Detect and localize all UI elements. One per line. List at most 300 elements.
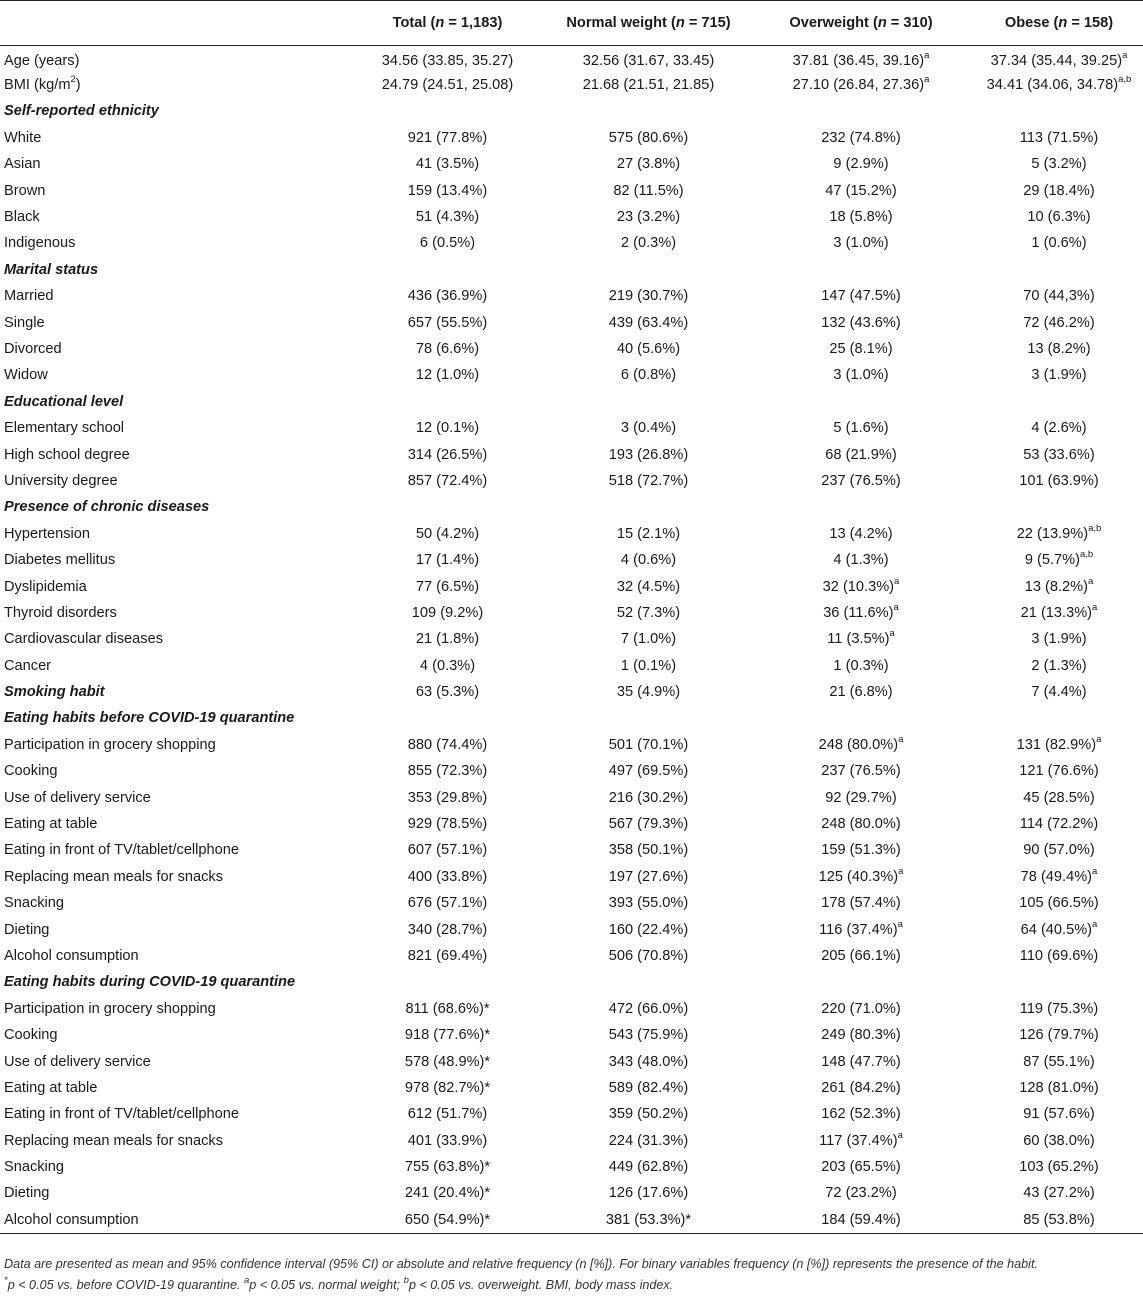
cell-value: 7 (1.0%): [620, 631, 677, 648]
cell-overweight: [747, 864, 975, 890]
cell-normal-weight: [550, 600, 747, 626]
header-variable: [0, 1, 345, 46]
table-row: [0, 283, 1143, 309]
row-label: [0, 890, 345, 916]
cell-value: 68 (21.9%): [825, 446, 897, 463]
cell-value: 78 (6.6%): [415, 340, 480, 357]
cell-overweight: [747, 72, 975, 98]
cell-total: [345, 309, 550, 335]
row-label-suffix: ): [75, 77, 81, 94]
cell-value: 91 (57.6%): [1023, 1106, 1095, 1123]
header-total: Total (n = 1,183): [345, 1, 550, 46]
cell-value: 393 (55.0%): [608, 895, 689, 912]
cell-value: 821 (69.4%): [407, 947, 488, 964]
cell-value: 1 (0.1%): [620, 657, 677, 674]
cell-value: 184 (59.4%): [821, 1211, 901, 1228]
row-label: [0, 1207, 345, 1233]
row-label: [0, 151, 345, 177]
cell-normal-weight: [550, 257, 747, 283]
cell-overweight: [747, 705, 975, 731]
cell-value: 72 (23.2%): [825, 1185, 897, 1202]
row-label-text: Participation in grocery shopping: [4, 736, 216, 753]
significance-mark: a: [893, 602, 899, 614]
section-row: [0, 98, 1143, 124]
cell-value: 497 (69.5%): [608, 763, 689, 780]
cell-value: 676 (57.1%): [407, 895, 488, 912]
cell-obese: [975, 98, 1143, 124]
footnote-star-text: p < 0.05 vs. before COVID-19 quarantine.: [7, 1278, 244, 1292]
row-label-text: Replacing mean meals for snacks: [4, 868, 224, 885]
cell-value: 232 (74.8%): [821, 129, 901, 146]
table-row: [0, 151, 1143, 177]
cell-value: 117 (37.4%): [819, 1132, 898, 1149]
cell-normal-weight: [550, 468, 747, 494]
table-row: [0, 1022, 1143, 1048]
cell-obese: [975, 72, 1143, 98]
cell-value: 589 (82.4%): [608, 1079, 689, 1096]
table-row: [0, 415, 1143, 441]
row-label: [0, 652, 345, 678]
cell-value: 25 (8.1%): [829, 340, 893, 357]
cell-normal-weight: [550, 125, 747, 151]
table-row: [0, 652, 1143, 678]
cell-value: 9 (2.9%): [833, 156, 889, 173]
cell-value: 126 (79.7%): [1019, 1027, 1099, 1044]
row-label-text: Dieting: [4, 1185, 50, 1202]
cell-total: [345, 890, 550, 916]
row-label: [0, 1022, 345, 1048]
cell-value: 657 (55.5%): [407, 314, 488, 331]
cell-value: 12 (0.1%): [415, 420, 480, 437]
cell-obese: [975, 916, 1143, 942]
cell-value: 650 (54.9%)*: [404, 1211, 491, 1228]
cell-normal-weight: [550, 652, 747, 678]
cell-value: 353 (29.8%): [407, 789, 488, 806]
cell-total: [345, 1022, 550, 1048]
row-label: [0, 916, 345, 942]
table-row: [0, 626, 1143, 652]
significance-mark: a: [897, 918, 903, 930]
cell-obese: [975, 1128, 1143, 1154]
row-label-text: Brown: [4, 182, 46, 199]
row-label: [0, 573, 345, 599]
significance-mark: a: [1092, 602, 1098, 614]
cell-obese: [975, 1075, 1143, 1101]
cell-obese: [975, 389, 1143, 415]
cell-total: [345, 837, 550, 863]
cell-obese: [975, 890, 1143, 916]
cell-normal-weight: [550, 441, 747, 467]
row-label-text: High school degree: [4, 446, 130, 463]
row-label: [0, 996, 345, 1022]
cell-overweight: [747, 415, 975, 441]
cell-value: 131 (82.9%): [1016, 736, 1097, 753]
table-footnote: [4, 1254, 1140, 1296]
row-label: [0, 415, 345, 441]
cell-obese: [975, 441, 1143, 467]
significance-mark: a: [894, 575, 900, 587]
cell-normal-weight: [550, 943, 747, 969]
cell-overweight: [747, 283, 975, 309]
cell-normal-weight: [550, 732, 747, 758]
row-label-text: Use of delivery service: [4, 1053, 151, 1070]
cell-value: 6 (0.8%): [620, 367, 677, 384]
row-label-text: University degree: [4, 472, 118, 489]
cell-normal-weight: [550, 494, 747, 520]
cell-normal-weight: [550, 837, 747, 863]
cell-total: [345, 1128, 550, 1154]
cell-value: 60 (38.0%): [1023, 1132, 1095, 1149]
cell-overweight: [747, 811, 975, 837]
cell-value: 32 (10.3%): [822, 578, 895, 595]
cell-value: 607 (57.1%): [407, 842, 488, 859]
cell-normal-weight: [550, 811, 747, 837]
cell-value: 241 (20.4%)*: [404, 1185, 491, 1202]
cell-value: 472 (66.0%): [608, 1000, 689, 1017]
cell-value: 3 (1.0%): [833, 367, 889, 384]
cell-normal-weight: [550, 547, 747, 573]
cell-value: 34.56 (33.85, 35.27): [381, 52, 514, 69]
row-label-text: Married: [4, 288, 54, 305]
cell-normal-weight: [550, 758, 747, 784]
cell-obese: [975, 468, 1143, 494]
row-label-text: Marital status: [4, 261, 99, 278]
footnote-star-mark: *: [4, 1274, 8, 1286]
cell-value: 90 (57.0%): [1023, 842, 1095, 859]
cell-value: 13 (8.2%): [1024, 578, 1088, 595]
cell-overweight: [747, 969, 975, 995]
cell-value: 113 (71.5%): [1019, 129, 1099, 146]
cell-obese: [975, 204, 1143, 230]
cell-value: 132 (43.6%): [821, 314, 901, 331]
cell-value: 2 (1.3%): [1031, 657, 1087, 674]
table-row: [0, 1048, 1143, 1074]
cell-total: [345, 494, 550, 520]
cell-overweight: [747, 1180, 975, 1206]
cell-value: 755 (63.8%)*: [404, 1159, 491, 1176]
cell-overweight: [747, 679, 975, 705]
significance-mark: a: [898, 733, 904, 745]
table-row: [0, 1128, 1143, 1154]
cell-overweight: [747, 204, 975, 230]
cell-value: 178 (57.4%): [821, 895, 901, 912]
table-row: [0, 943, 1143, 969]
row-label: [0, 283, 345, 309]
cell-value: 248 (80.0%): [818, 736, 899, 753]
cell-value: 3 (1.9%): [1031, 631, 1087, 648]
cell-value: 249 (80.3%): [821, 1027, 901, 1044]
cell-obese: [975, 362, 1143, 388]
table-row: [0, 468, 1143, 494]
cell-obese: [975, 732, 1143, 758]
table-row: [0, 1180, 1143, 1206]
table-row: [0, 441, 1143, 467]
cell-value: 103 (65.2%): [1019, 1159, 1099, 1176]
cell-total: [345, 811, 550, 837]
table-row: [0, 784, 1143, 810]
cell-value: 13 (8.2%): [1027, 340, 1091, 357]
cell-total: [345, 864, 550, 890]
row-label-text: Age (years): [4, 52, 80, 69]
cell-value: 575 (80.6%): [608, 129, 689, 146]
section-row: [0, 679, 1143, 705]
row-label-text: White: [4, 129, 42, 146]
row-label-text: Cooking: [4, 763, 58, 780]
cell-value: 9 (5.7%): [1024, 552, 1080, 569]
cell-obese: [975, 336, 1143, 362]
cell-obese: [975, 679, 1143, 705]
cell-overweight: [747, 125, 975, 151]
table-row: [0, 309, 1143, 335]
cell-overweight: [747, 1128, 975, 1154]
cell-overweight: [747, 230, 975, 256]
cell-normal-weight: [550, 864, 747, 890]
cell-value: 3 (0.4%): [620, 420, 677, 437]
cell-total: [345, 72, 550, 98]
cell-total: [345, 1075, 550, 1101]
footnote-a-mark: a: [243, 1274, 250, 1286]
table-row: [0, 46, 1143, 72]
row-label-text: Widow: [4, 367, 48, 384]
cell-overweight: [747, 626, 975, 652]
footnote-b-mark: b: [403, 1274, 409, 1286]
row-label: [0, 72, 345, 98]
cell-total: [345, 732, 550, 758]
cell-value: 358 (50.1%): [608, 842, 689, 859]
cell-value: 4 (0.3%): [419, 657, 476, 674]
section-label: [0, 494, 345, 520]
cell-total: [345, 441, 550, 467]
cell-value: 109 (9.2%): [411, 604, 484, 621]
cell-normal-weight: [550, 1101, 747, 1127]
cell-value: 237 (76.5%): [821, 763, 901, 780]
cell-overweight: [747, 837, 975, 863]
cell-total: [345, 283, 550, 309]
cell-total: [345, 1101, 550, 1127]
row-label-text: Alcohol consumption: [4, 1211, 139, 1228]
cell-value: 203 (65.5%): [821, 1159, 901, 1176]
cell-total: [345, 98, 550, 124]
cell-value: 4 (2.6%): [1031, 420, 1087, 437]
cell-obese: [975, 177, 1143, 203]
cell-normal-weight: [550, 969, 747, 995]
cell-normal-weight: [550, 230, 747, 256]
cell-value: 21 (6.8%): [829, 684, 893, 701]
cell-normal-weight: [550, 916, 747, 942]
cell-normal-weight: [550, 72, 747, 98]
cell-normal-weight: [550, 679, 747, 705]
row-label-text: Cardiovascular diseases: [4, 631, 163, 648]
row-label-text: Elementary school: [4, 420, 125, 437]
significance-mark: a,b: [1079, 549, 1094, 561]
cell-normal-weight: [550, 309, 747, 335]
cell-value: 64 (40.5%): [1020, 921, 1093, 938]
cell-total: [345, 547, 550, 573]
row-label-text: Snacking: [4, 1159, 65, 1176]
cell-overweight: [747, 257, 975, 283]
cell-value: 128 (81.0%): [1019, 1079, 1099, 1096]
cell-value: 7 (4.4%): [1031, 684, 1087, 701]
cell-value: 110 (69.6%): [1019, 947, 1099, 964]
cell-value: 216 (30.2%): [608, 789, 689, 806]
cell-value: 63 (5.3%): [415, 684, 480, 701]
table-row: [0, 1101, 1143, 1127]
significance-mark: a: [924, 50, 930, 62]
section-row: [0, 969, 1143, 995]
cell-obese: [975, 811, 1143, 837]
cell-value: 15 (2.1%): [616, 525, 681, 542]
cell-overweight: [747, 1154, 975, 1180]
cell-normal-weight: [550, 784, 747, 810]
table-row: [0, 916, 1143, 942]
cell-value: 92 (29.7%): [825, 789, 897, 806]
cell-total: [345, 204, 550, 230]
significance-mark: a,b: [1088, 522, 1102, 534]
table-row: [0, 177, 1143, 203]
cell-value: 543 (75.9%): [608, 1027, 689, 1044]
cell-total: [345, 362, 550, 388]
table-row: [0, 864, 1143, 890]
section-label: [0, 389, 345, 415]
row-label: [0, 336, 345, 362]
row-label-text: Eating habits during COVID-19 quarantine: [4, 974, 296, 991]
cell-total: [345, 46, 550, 72]
significance-mark: a: [1092, 918, 1098, 930]
footnote-b-text: p < 0.05 vs. overweight. BMI, body mass index.: [408, 1278, 674, 1292]
table-row: [0, 230, 1143, 256]
section-label: [0, 679, 345, 705]
row-label: [0, 230, 345, 256]
cell-overweight: [747, 1022, 975, 1048]
cell-total: [345, 151, 550, 177]
cell-value: 261 (84.2%): [821, 1079, 901, 1096]
cell-obese: [975, 943, 1143, 969]
row-label: [0, 600, 345, 626]
row-label-text: Dieting: [4, 921, 50, 938]
cell-normal-weight: [550, 1154, 747, 1180]
cell-overweight: [747, 890, 975, 916]
cell-normal-weight: [550, 389, 747, 415]
section-label: [0, 705, 345, 731]
cell-total: [345, 916, 550, 942]
cell-value: 219 (30.7%): [608, 288, 689, 305]
table-row: [0, 1075, 1143, 1101]
cell-value: 21 (1.8%): [415, 631, 480, 648]
cell-normal-weight: [550, 1128, 747, 1154]
row-label: [0, 468, 345, 494]
cell-overweight: [747, 758, 975, 784]
cell-value: 105 (66.5%): [1019, 895, 1099, 912]
cell-obese: [975, 864, 1143, 890]
cell-value: 43 (27.2%): [1023, 1185, 1095, 1202]
cell-value: 13 (4.2%): [829, 525, 893, 542]
cell-value: 37.34 (35.44, 39.25): [990, 52, 1123, 69]
table-row: [0, 547, 1143, 573]
cell-value: 27.10 (26.84, 27.36): [792, 77, 925, 94]
cell-value: 47 (15.2%): [825, 182, 897, 199]
section-row: [0, 257, 1143, 283]
cell-value: 343 (48.0%): [608, 1053, 689, 1070]
cell-obese: [975, 626, 1143, 652]
section-row: [0, 389, 1143, 415]
cell-overweight: [747, 389, 975, 415]
cell-normal-weight: [550, 1180, 747, 1206]
cell-value: 6 (0.5%): [419, 235, 476, 252]
row-label-text: Smoking habit: [4, 684, 105, 701]
table-row: [0, 1207, 1143, 1233]
table-row: [0, 521, 1143, 547]
row-label-text: Single: [4, 314, 45, 331]
row-label-text: Eating in front of TV/tablet/cellphone: [4, 842, 240, 859]
row-label-text: Alcohol consumption: [4, 947, 139, 964]
significance-mark: a,b: [1118, 74, 1132, 86]
cell-value: 197 (27.6%): [608, 868, 689, 885]
cell-obese: [975, 521, 1143, 547]
row-label: [0, 309, 345, 335]
table-row: [0, 837, 1143, 863]
row-label-text: Eating at table: [4, 816, 98, 833]
table-row: [0, 362, 1143, 388]
cell-total: [345, 1154, 550, 1180]
row-label-text: BMI (kg/m: [4, 77, 71, 94]
cell-normal-weight: [550, 336, 747, 362]
cell-value: 40 (5.6%): [616, 340, 681, 357]
cell-total: [345, 415, 550, 441]
cell-overweight: [747, 336, 975, 362]
cell-obese: [975, 573, 1143, 599]
cell-value: 41 (3.5%): [415, 156, 480, 173]
row-label-text: Eating at table: [4, 1079, 98, 1096]
row-label-text: Hypertension: [4, 525, 90, 542]
footnote-line-1: Data are presented as mean and 95% confidence interval (95% CI) or absolute and relative frequency (n [%]). For binary variables frequency (n [%]) represents the presence of the habit.: [4, 1257, 1038, 1271]
cell-value: 78 (49.4%): [1020, 868, 1093, 885]
cell-obese: [975, 996, 1143, 1022]
cell-obese: [975, 1180, 1143, 1206]
cell-value: 29 (18.4%): [1023, 182, 1095, 199]
cell-value: 17 (1.4%): [415, 552, 480, 569]
header-obese: Obese (n = 158): [975, 1, 1143, 46]
table-row: [0, 600, 1143, 626]
cell-value: 35 (4.9%): [616, 684, 681, 701]
row-label: [0, 204, 345, 230]
cell-value: 87 (55.1%): [1023, 1053, 1095, 1070]
cell-value: 340 (28.7%): [407, 921, 488, 938]
cell-normal-weight: [550, 362, 747, 388]
cell-normal-weight: [550, 415, 747, 441]
cell-obese: [975, 1048, 1143, 1074]
significance-mark: a: [1122, 50, 1128, 62]
cell-value: 381 (53.3%)*: [605, 1211, 692, 1228]
table-row: [0, 811, 1143, 837]
cell-total: [345, 521, 550, 547]
row-label-text: Asian: [4, 156, 41, 173]
cell-normal-weight: [550, 996, 747, 1022]
table-header: [0, 1, 1143, 46]
row-label: [0, 46, 345, 72]
cell-obese: [975, 257, 1143, 283]
cell-total: [345, 784, 550, 810]
row-label: [0, 943, 345, 969]
table-row: [0, 758, 1143, 784]
row-label-text: Replacing mean meals for snacks: [4, 1132, 224, 1149]
cell-normal-weight: [550, 46, 747, 72]
cell-obese: [975, 837, 1143, 863]
table-row: [0, 732, 1143, 758]
cell-total: [345, 679, 550, 705]
cell-obese: [975, 600, 1143, 626]
cell-normal-weight: [550, 204, 747, 230]
cell-overweight: [747, 1207, 975, 1233]
